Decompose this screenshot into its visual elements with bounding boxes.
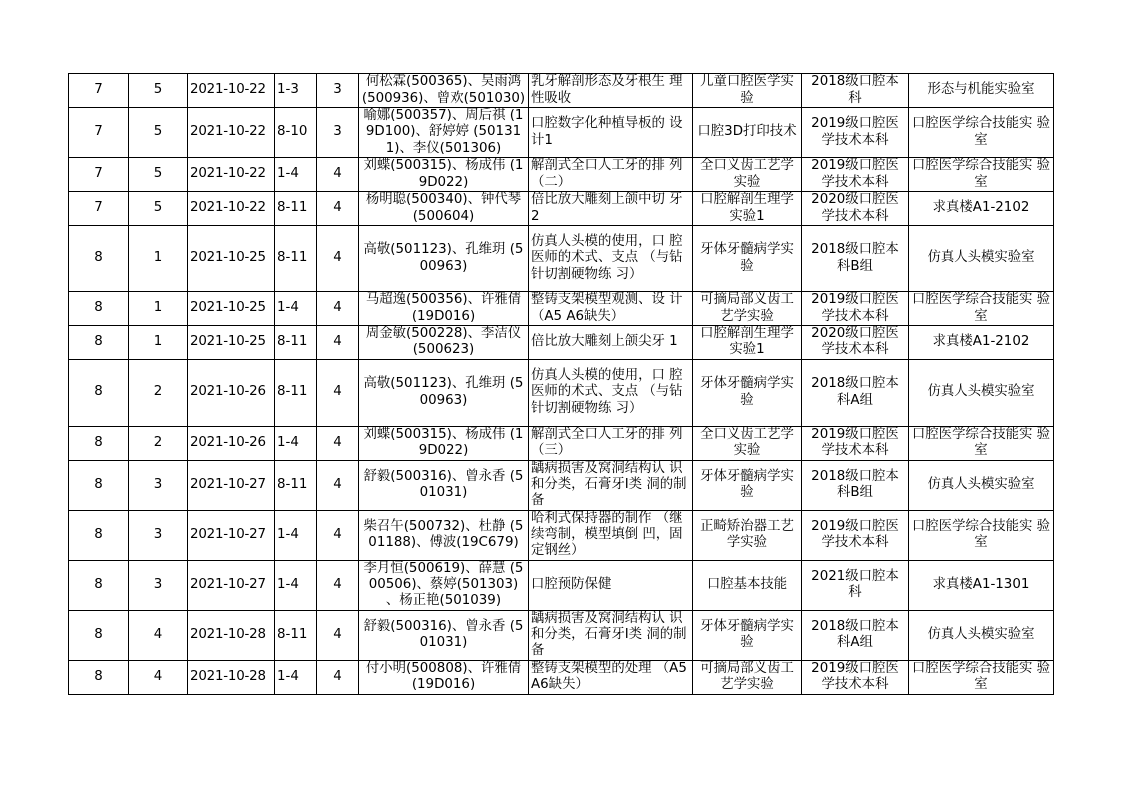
course-cell: 正畸矫治器工艺 学实验 — [693, 510, 802, 560]
hours-cell: 4 — [317, 560, 359, 610]
class-cell: 2019级口腔医 学技术本科 — [802, 510, 909, 560]
students-cell: 刘蝶(500315)、杨成伟 (19D022) — [359, 426, 529, 460]
room-cell: 求真楼A1-2102 — [909, 192, 1054, 226]
hours-cell: 4 — [317, 510, 359, 560]
course-cell: 牙体牙髓病学实 验 — [693, 359, 802, 426]
date-cell: 2021-10-22 — [188, 158, 275, 192]
table-row — [69, 326, 1054, 360]
periods-cell: 1-4 — [275, 292, 317, 326]
experiment-content-cell: 整铸支架模型观测、设 计（A5 A6缺失） — [529, 292, 693, 326]
room-cell: 口腔医学综合技能实 验室 — [909, 426, 1054, 460]
students-cell: 喻娜(500357)、周后祺 (19D100)、舒婷婷 (501311)、李仪(501306) — [359, 108, 529, 158]
course-cell: 口腔解剖生理学 实验1 — [693, 192, 802, 226]
room-cell: 仿真人头模实验室 — [909, 226, 1054, 292]
course-cell: 全口义齿工艺学 实验 — [693, 158, 802, 192]
week-cell: 7 — [69, 158, 129, 192]
experiment-content-cell: 仿真人头模的使用，口 腔医师的术式、支点 （与钻针切割硬物练 习） — [529, 226, 693, 292]
room-cell: 口腔医学综合技能实 验室 — [909, 660, 1054, 694]
hours-cell: 3 — [317, 108, 359, 158]
class-cell: 2019级口腔医 学技术本科 — [802, 158, 909, 192]
students-cell: 柴召午(500732)、杜静 (501188)、傅波(19C679) — [359, 510, 529, 560]
room-cell: 口腔医学综合技能实 验室 — [909, 510, 1054, 560]
week-cell: 8 — [69, 326, 129, 360]
class-cell: 2018级口腔本 科B组 — [802, 226, 909, 292]
hours-cell: 4 — [317, 660, 359, 694]
students-cell: 舒毅(500316)、曾永香 (501031) — [359, 460, 529, 510]
periods-cell: 1-4 — [275, 560, 317, 610]
course-cell: 口腔基本技能 — [693, 560, 802, 610]
weekday-cell: 2 — [129, 359, 188, 426]
room-cell: 求真楼A1-1301 — [909, 560, 1054, 610]
periods-cell: 8-11 — [275, 326, 317, 360]
course-cell: 口腔解剖生理学 实验1 — [693, 326, 802, 360]
class-cell: 2018级口腔本 科A组 — [802, 610, 909, 660]
date-cell: 2021-10-28 — [188, 610, 275, 660]
week-cell: 7 — [69, 108, 129, 158]
date-cell: 2021-10-22 — [188, 74, 275, 108]
students-cell: 李月恒(500619)、薛慧 (500506)、蔡婷(501303) 、杨正艳(501039) — [359, 560, 529, 610]
room-cell: 求真楼A1-2102 — [909, 326, 1054, 360]
table-row — [69, 660, 1054, 694]
course-cell: 可摘局部义齿工 艺学实验 — [693, 292, 802, 326]
class-cell: 2019级口腔医 学技术本科 — [802, 108, 909, 158]
table-row — [69, 108, 1054, 158]
periods-cell: 8-11 — [275, 359, 317, 426]
periods-cell: 1-4 — [275, 426, 317, 460]
class-cell: 2019级口腔医 学技术本科 — [802, 292, 909, 326]
room-cell: 形态与机能实验室 — [909, 74, 1054, 108]
date-cell: 2021-10-25 — [188, 326, 275, 360]
schedule-body — [69, 74, 1054, 695]
schedule-table — [68, 73, 1054, 695]
date-cell: 2021-10-22 — [188, 192, 275, 226]
room-cell: 仿真人头模实验室 — [909, 460, 1054, 510]
week-cell: 7 — [69, 192, 129, 226]
class-cell: 2018级口腔本 科A组 — [802, 359, 909, 426]
hours-cell: 4 — [317, 326, 359, 360]
week-cell: 8 — [69, 292, 129, 326]
students-cell: 杨明聪(500340)、钟代琴 (500604) — [359, 192, 529, 226]
table-row — [69, 560, 1054, 610]
periods-cell: 8-11 — [275, 226, 317, 292]
experiment-content-cell: 口腔数字化种植导板的 设计1 — [529, 108, 693, 158]
hours-cell: 4 — [317, 292, 359, 326]
course-cell: 牙体牙髓病学实 验 — [693, 610, 802, 660]
date-cell: 2021-10-26 — [188, 426, 275, 460]
periods-cell: 1-4 — [275, 510, 317, 560]
experiment-content-cell: 倍比放大雕刻上颌尖牙 1 — [529, 326, 693, 360]
students-cell: 付小明(500808)、许雅倩 (19D016) — [359, 660, 529, 694]
table-row — [69, 192, 1054, 226]
week-cell: 8 — [69, 510, 129, 560]
students-cell: 马超逸(500356)、许雅倩 (19D016) — [359, 292, 529, 326]
students-cell: 高敬(501123)、孔维玥 (500963) — [359, 226, 529, 292]
weekday-cell: 5 — [129, 192, 188, 226]
hours-cell: 4 — [317, 359, 359, 426]
experiment-content-cell: 龋病损害及窝洞结构认 识和分类，石膏牙Ⅰ类 洞的制备 — [529, 610, 693, 660]
table-row — [69, 460, 1054, 510]
periods-cell: 8-11 — [275, 192, 317, 226]
experiment-content-cell: 解剖式全口人工牙的排 列（二） — [529, 158, 693, 192]
table-row — [69, 158, 1054, 192]
hours-cell: 4 — [317, 192, 359, 226]
class-cell: 2019级口腔医 学技术本科 — [802, 426, 909, 460]
experiment-content-cell: 倍比放大雕刻上颌中切 牙2 — [529, 192, 693, 226]
experiment-content-cell: 解剖式全口人工牙的排 列（三） — [529, 426, 693, 460]
date-cell: 2021-10-28 — [188, 660, 275, 694]
weekday-cell: 5 — [129, 74, 188, 108]
room-cell: 口腔医学综合技能实 验室 — [909, 292, 1054, 326]
date-cell: 2021-10-25 — [188, 292, 275, 326]
class-cell: 2019级口腔医 学技术本科 — [802, 660, 909, 694]
table-row — [69, 74, 1054, 108]
course-cell: 牙体牙髓病学实 验 — [693, 226, 802, 292]
weekday-cell: 5 — [129, 108, 188, 158]
course-cell: 口腔3D打印技术 — [693, 108, 802, 158]
course-cell: 全口义齿工艺学 实验 — [693, 426, 802, 460]
students-cell: 何松霖(500365)、吴雨鸿 (500936)、曾欢(501030) — [359, 74, 529, 108]
week-cell: 8 — [69, 226, 129, 292]
experiment-content-cell: 整铸支架模型的处理 （A5 A6缺失） — [529, 660, 693, 694]
table-row — [69, 426, 1054, 460]
table-row — [69, 359, 1054, 426]
week-cell: 8 — [69, 610, 129, 660]
room-cell: 仿真人头模实验室 — [909, 610, 1054, 660]
week-cell: 7 — [69, 74, 129, 108]
course-cell: 可摘局部义齿工 艺学实验 — [693, 660, 802, 694]
weekday-cell: 4 — [129, 610, 188, 660]
table-row — [69, 226, 1054, 292]
experiment-content-cell: 仿真人头模的使用，口 腔医师的术式、支点 （与钻针切割硬物练 习） — [529, 359, 693, 426]
course-cell: 儿童口腔医学实 验 — [693, 74, 802, 108]
periods-cell: 8-10 — [275, 108, 317, 158]
class-cell: 2020级口腔医 学技术本科 — [802, 192, 909, 226]
periods-cell: 8-11 — [275, 610, 317, 660]
class-cell: 2020级口腔医 学技术本科 — [802, 326, 909, 360]
week-cell: 8 — [69, 460, 129, 510]
students-cell: 舒毅(500316)、曾永香 (501031) — [359, 610, 529, 660]
hours-cell: 4 — [317, 460, 359, 510]
hours-cell: 3 — [317, 74, 359, 108]
experiment-content-cell: 口腔预防保健 — [529, 560, 693, 610]
table-row — [69, 610, 1054, 660]
table-row — [69, 510, 1054, 560]
room-cell: 口腔医学综合技能实 验室 — [909, 158, 1054, 192]
week-cell: 8 — [69, 660, 129, 694]
hours-cell: 4 — [317, 158, 359, 192]
week-cell: 8 — [69, 560, 129, 610]
week-cell: 8 — [69, 426, 129, 460]
periods-cell: 1-4 — [275, 660, 317, 694]
weekday-cell: 3 — [129, 560, 188, 610]
experiment-content-cell: 龋病损害及窝洞结构认 识和分类，石膏牙Ⅰ类 洞的制备 — [529, 460, 693, 510]
weekday-cell: 1 — [129, 226, 188, 292]
hours-cell: 4 — [317, 426, 359, 460]
room-cell: 仿真人头模实验室 — [909, 359, 1054, 426]
date-cell: 2021-10-25 — [188, 226, 275, 292]
students-cell: 周金敏(500228)、李洁仪 (500623) — [359, 326, 529, 360]
weekday-cell: 3 — [129, 460, 188, 510]
periods-cell: 8-11 — [275, 460, 317, 510]
weekday-cell: 1 — [129, 292, 188, 326]
course-cell: 牙体牙髓病学实 验 — [693, 460, 802, 510]
students-cell: 刘蝶(500315)、杨成伟 (19D022) — [359, 158, 529, 192]
weekday-cell: 5 — [129, 158, 188, 192]
periods-cell: 1-4 — [275, 158, 317, 192]
hours-cell: 4 — [317, 226, 359, 292]
hours-cell: 4 — [317, 610, 359, 660]
class-cell: 2018级口腔本 科B组 — [802, 460, 909, 510]
room-cell: 口腔医学综合技能实 验室 — [909, 108, 1054, 158]
date-cell: 2021-10-27 — [188, 510, 275, 560]
date-cell: 2021-10-22 — [188, 108, 275, 158]
class-cell: 2018级口腔本 科 — [802, 74, 909, 108]
experiment-content-cell: 乳牙解剖形态及牙根生 理性吸收 — [529, 74, 693, 108]
weekday-cell: 4 — [129, 660, 188, 694]
weekday-cell: 3 — [129, 510, 188, 560]
table-row — [69, 292, 1054, 326]
weekday-cell: 1 — [129, 326, 188, 360]
date-cell: 2021-10-27 — [188, 560, 275, 610]
week-cell: 8 — [69, 359, 129, 426]
students-cell: 高敬(501123)、孔维玥 (500963) — [359, 359, 529, 426]
class-cell: 2021级口腔本 科 — [802, 560, 909, 610]
date-cell: 2021-10-27 — [188, 460, 275, 510]
periods-cell: 1-3 — [275, 74, 317, 108]
experiment-content-cell: 哈利式保持器的制作 （继续弯制，模型填倒 凹，固定钢丝） — [529, 510, 693, 560]
date-cell: 2021-10-26 — [188, 359, 275, 426]
weekday-cell: 2 — [129, 426, 188, 460]
